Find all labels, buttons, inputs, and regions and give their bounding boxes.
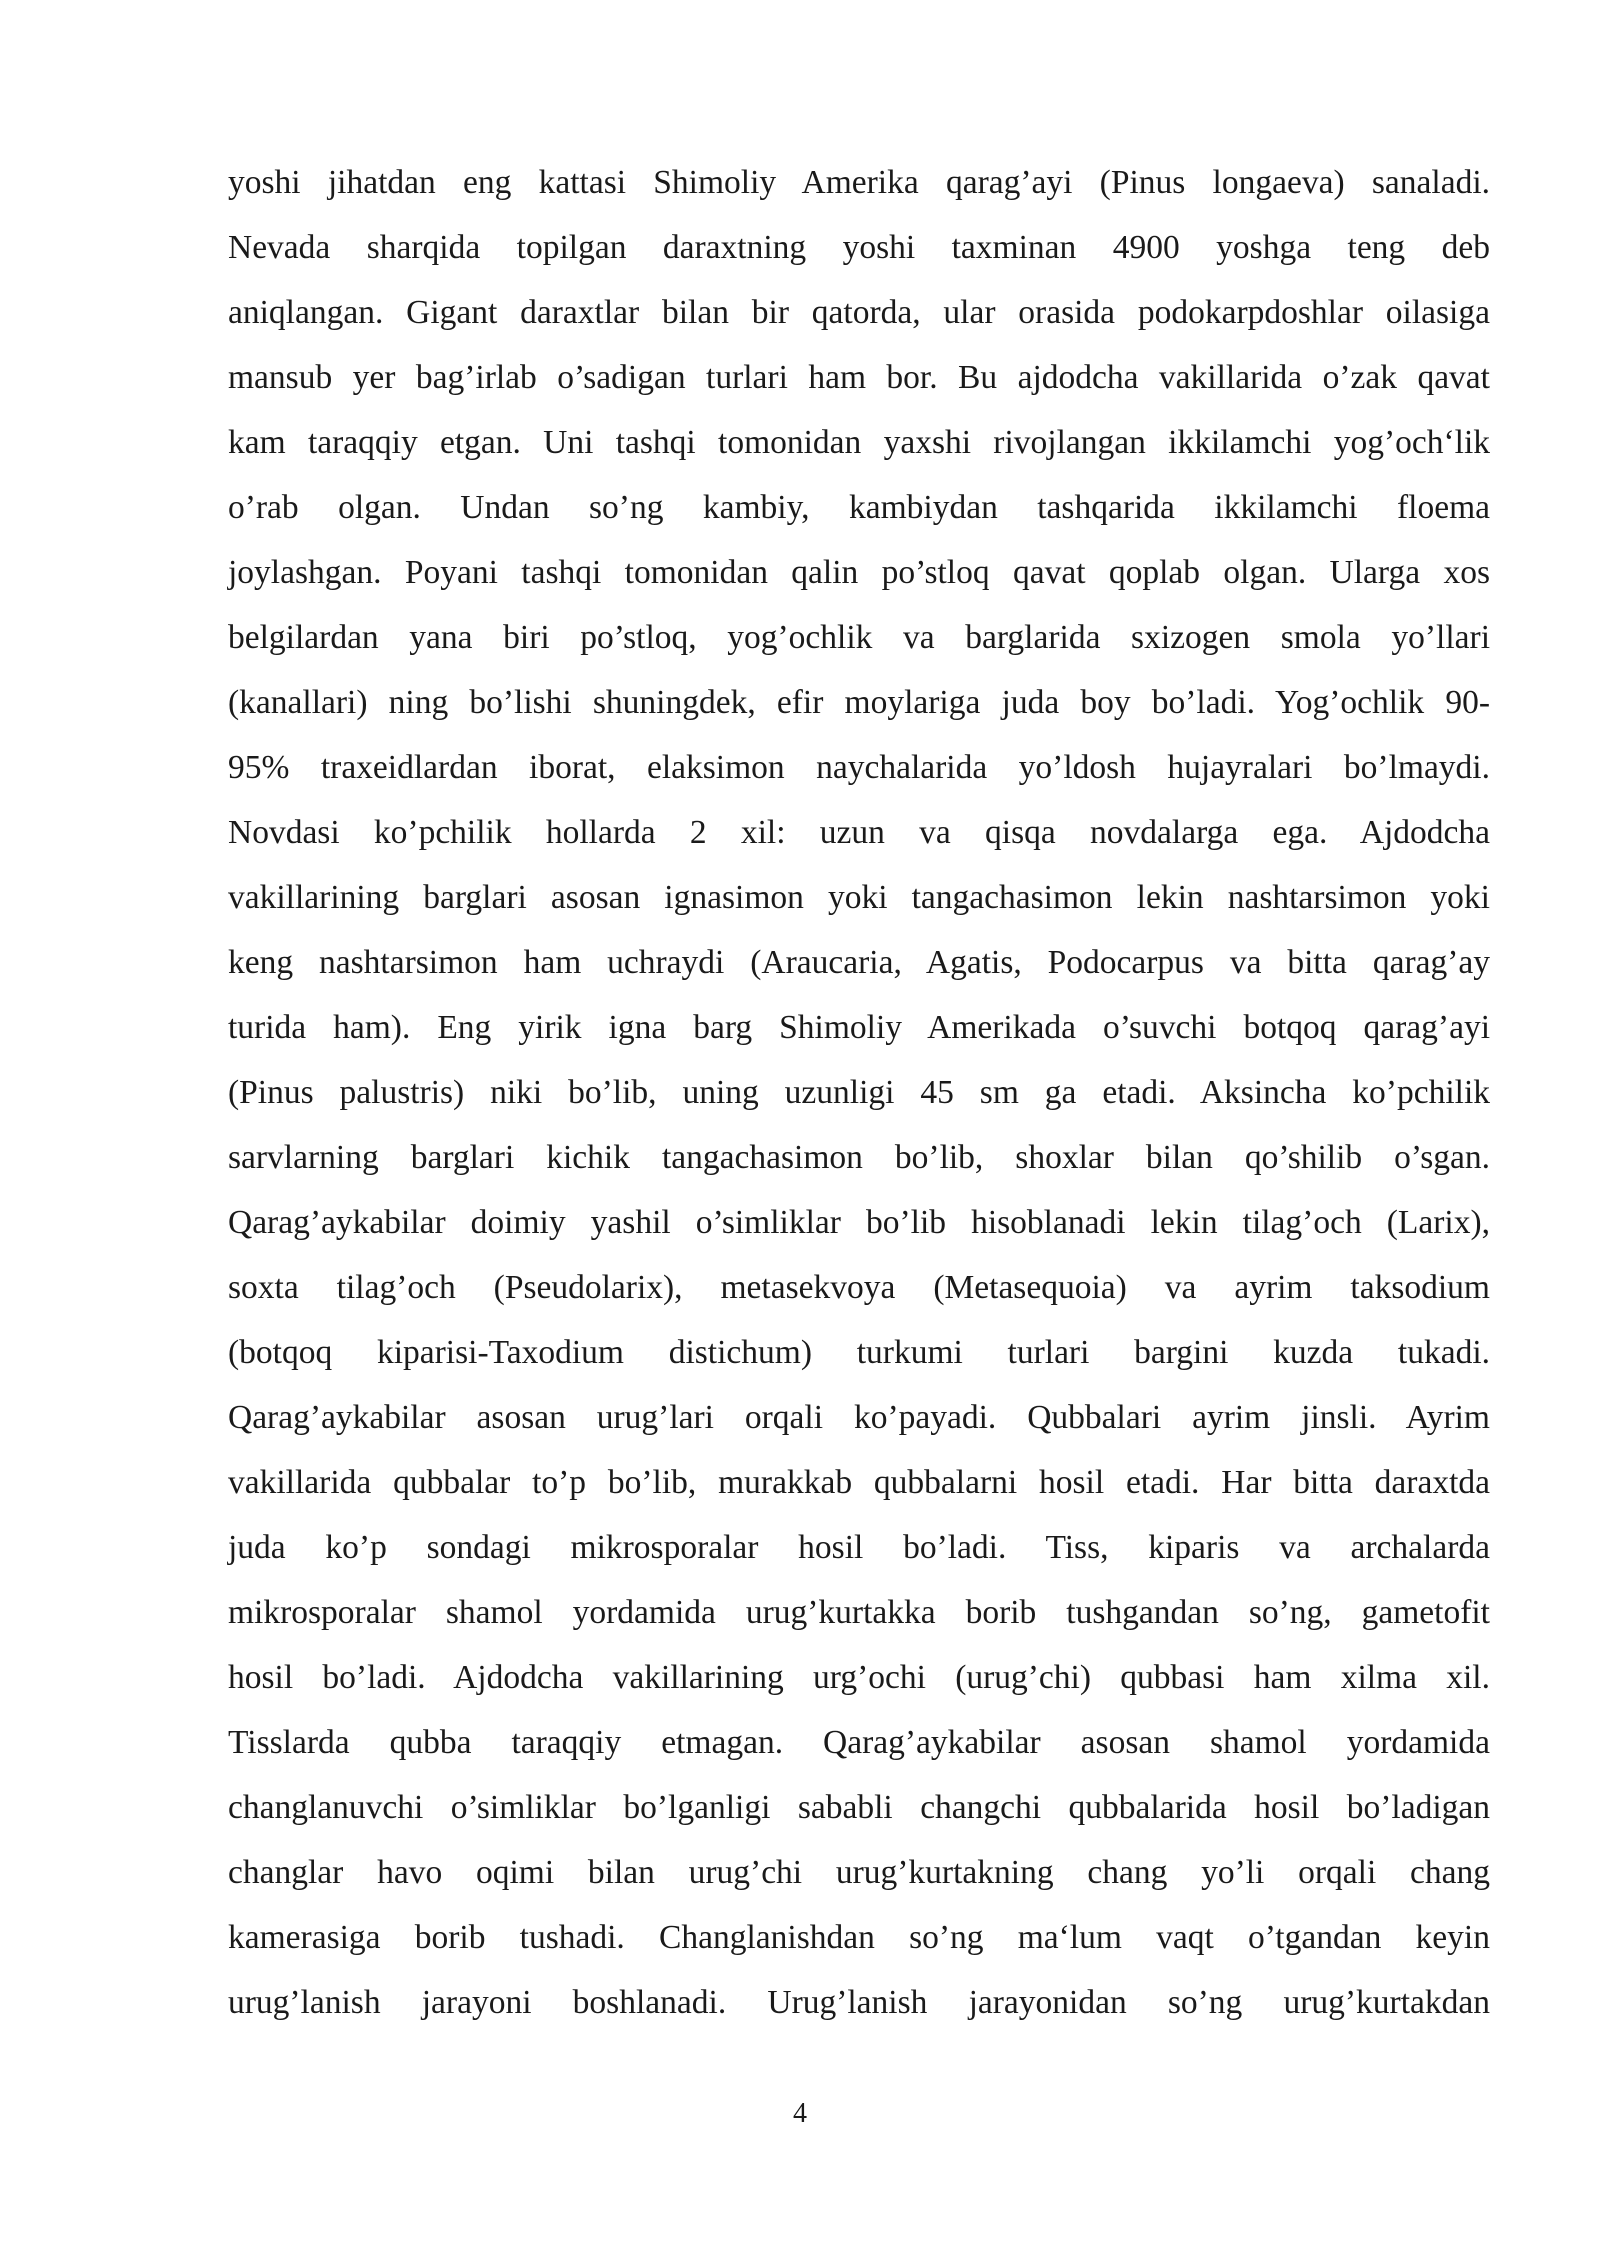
text-line: 95% traxeidlardan iborat, elaksimon naychalarida yo’ldosh hujayralari bo’lmaydi.: [228, 749, 1490, 786]
text-line: Qarag’aykabilar asosan urug’lari orqali ko’payadi. Qubbalari ayrim jinsli. Ayrim: [228, 1399, 1490, 1436]
text-line: (botqoq kiparisi-Taxodium distichum) turkumi turlari bargini kuzda tukadi.: [228, 1334, 1490, 1371]
body-paragraph: [228, 150, 1490, 2035]
text-line: belgilardan yana biri po’stloq, yog’ochlik va barglarida sxizogen smola yo’llari: [228, 619, 1490, 656]
text-line: (Pinus palustris) niki bo’lib, uning uzunligi 45 sm ga etadi. Aksincha ko’pchilik: [228, 1074, 1490, 1111]
text-line: Tisslarda qubba taraqqiy etmagan. Qarag’aykabilar asosan shamol yordamida: [228, 1724, 1490, 1761]
text-line: turida ham). Eng yirik igna barg Shimoliy Amerikada o’suvchi botqoq qarag’ayi: [228, 1009, 1490, 1046]
text-line: Nevada sharqida topilgan daraxtning yoshi taxminan 4900 yoshga teng deb: [228, 229, 1490, 266]
text-line: kamerasiga borib tushadi. Changlanishdan so’ng ma‘lum vaqt o’tgandan keyin: [228, 1919, 1490, 1956]
text-line: soxta tilag’och (Pseudolarix), metasekvoya (Metasequoia) va ayrim taksodium: [228, 1269, 1490, 1306]
text-line: juda ko’p sondagi mikrosporalar hosil bo’ladi. Tiss, kiparis va archalarda: [228, 1529, 1490, 1566]
text-line: mikrosporalar shamol yordamida urug’kurtakka borib tushgandan so’ng, gametofit: [228, 1594, 1490, 1631]
text-line: vakillarida qubbalar to’p bo’lib, murakkab qubbalarni hosil etadi. Har bitta daraxtda: [228, 1464, 1490, 1501]
text-line: aniqlangan. Gigant daraxtlar bilan bir qatorda, ular orasida podokarpdoshlar oilasiga: [228, 294, 1490, 331]
text-line: hosil bo’ladi. Ajdodcha vakillarining urg’ochi (urug’chi) qubbasi ham xilma xil.: [228, 1659, 1490, 1696]
text-line: mansub yer bag’irlab o’sadigan turlari ham bor. Bu ajdodcha vakillarida o’zak qavat: [228, 359, 1490, 396]
text-line: changlanuvchi o’simliklar bo’lganligi sababli changchi qubbalarida hosil bo’ladigan: [228, 1789, 1490, 1826]
text-line: changlar havo oqimi bilan urug’chi urug’kurtakning chang yo’li orqali chang: [228, 1854, 1490, 1891]
text-line: Novdasi ko’pchilik hollarda 2 xil: uzun va qisqa novdalarga ega. Ajdodcha: [228, 814, 1490, 851]
page-number: 4: [793, 2098, 807, 2129]
text-line: o’rab olgan. Undan so’ng kambiy, kambiydan tashqarida ikkilamchi floema: [228, 489, 1490, 526]
text-line: sarvlarning barglari kichik tangachasimon bo’lib, shoxlar bilan qo’shilib o’sgan.: [228, 1139, 1490, 1176]
text-line: urug’lanish jarayoni boshlanadi. Urug’lanish jarayonidan so’ng urug’kurtakdan: [228, 1984, 1490, 2021]
text-line: Qarag’aykabilar doimiy yashil o’simliklar bo’lib hisoblanadi lekin tilag’och (Larix),: [228, 1204, 1490, 1241]
text-line: yoshi jihatdan eng kattasi Shimoliy Amerika qarag’ayi (Pinus longaeva) sanaladi.: [228, 164, 1490, 201]
text-line: joylashgan. Poyani tashqi tomonidan qalin po’stloq qavat qoplab olgan. Ularga xos: [228, 554, 1490, 591]
text-line: kam taraqqiy etgan. Uni tashqi tomonidan yaxshi rivojlangan ikkilamchi yog’och‘lik: [228, 424, 1490, 461]
text-line: (kanallari) ning bo’lishi shuningdek, efir moylariga juda boy bo’ladi. Yog’ochlik 90-: [228, 684, 1490, 721]
text-line: keng nashtarsimon ham uchraydi (Araucaria, Agatis, Podocarpus va bitta qarag’ay: [228, 944, 1490, 981]
text-line: vakillarining barglari asosan ignasimon yoki tangachasimon lekin nashtarsimon yoki: [228, 879, 1490, 916]
